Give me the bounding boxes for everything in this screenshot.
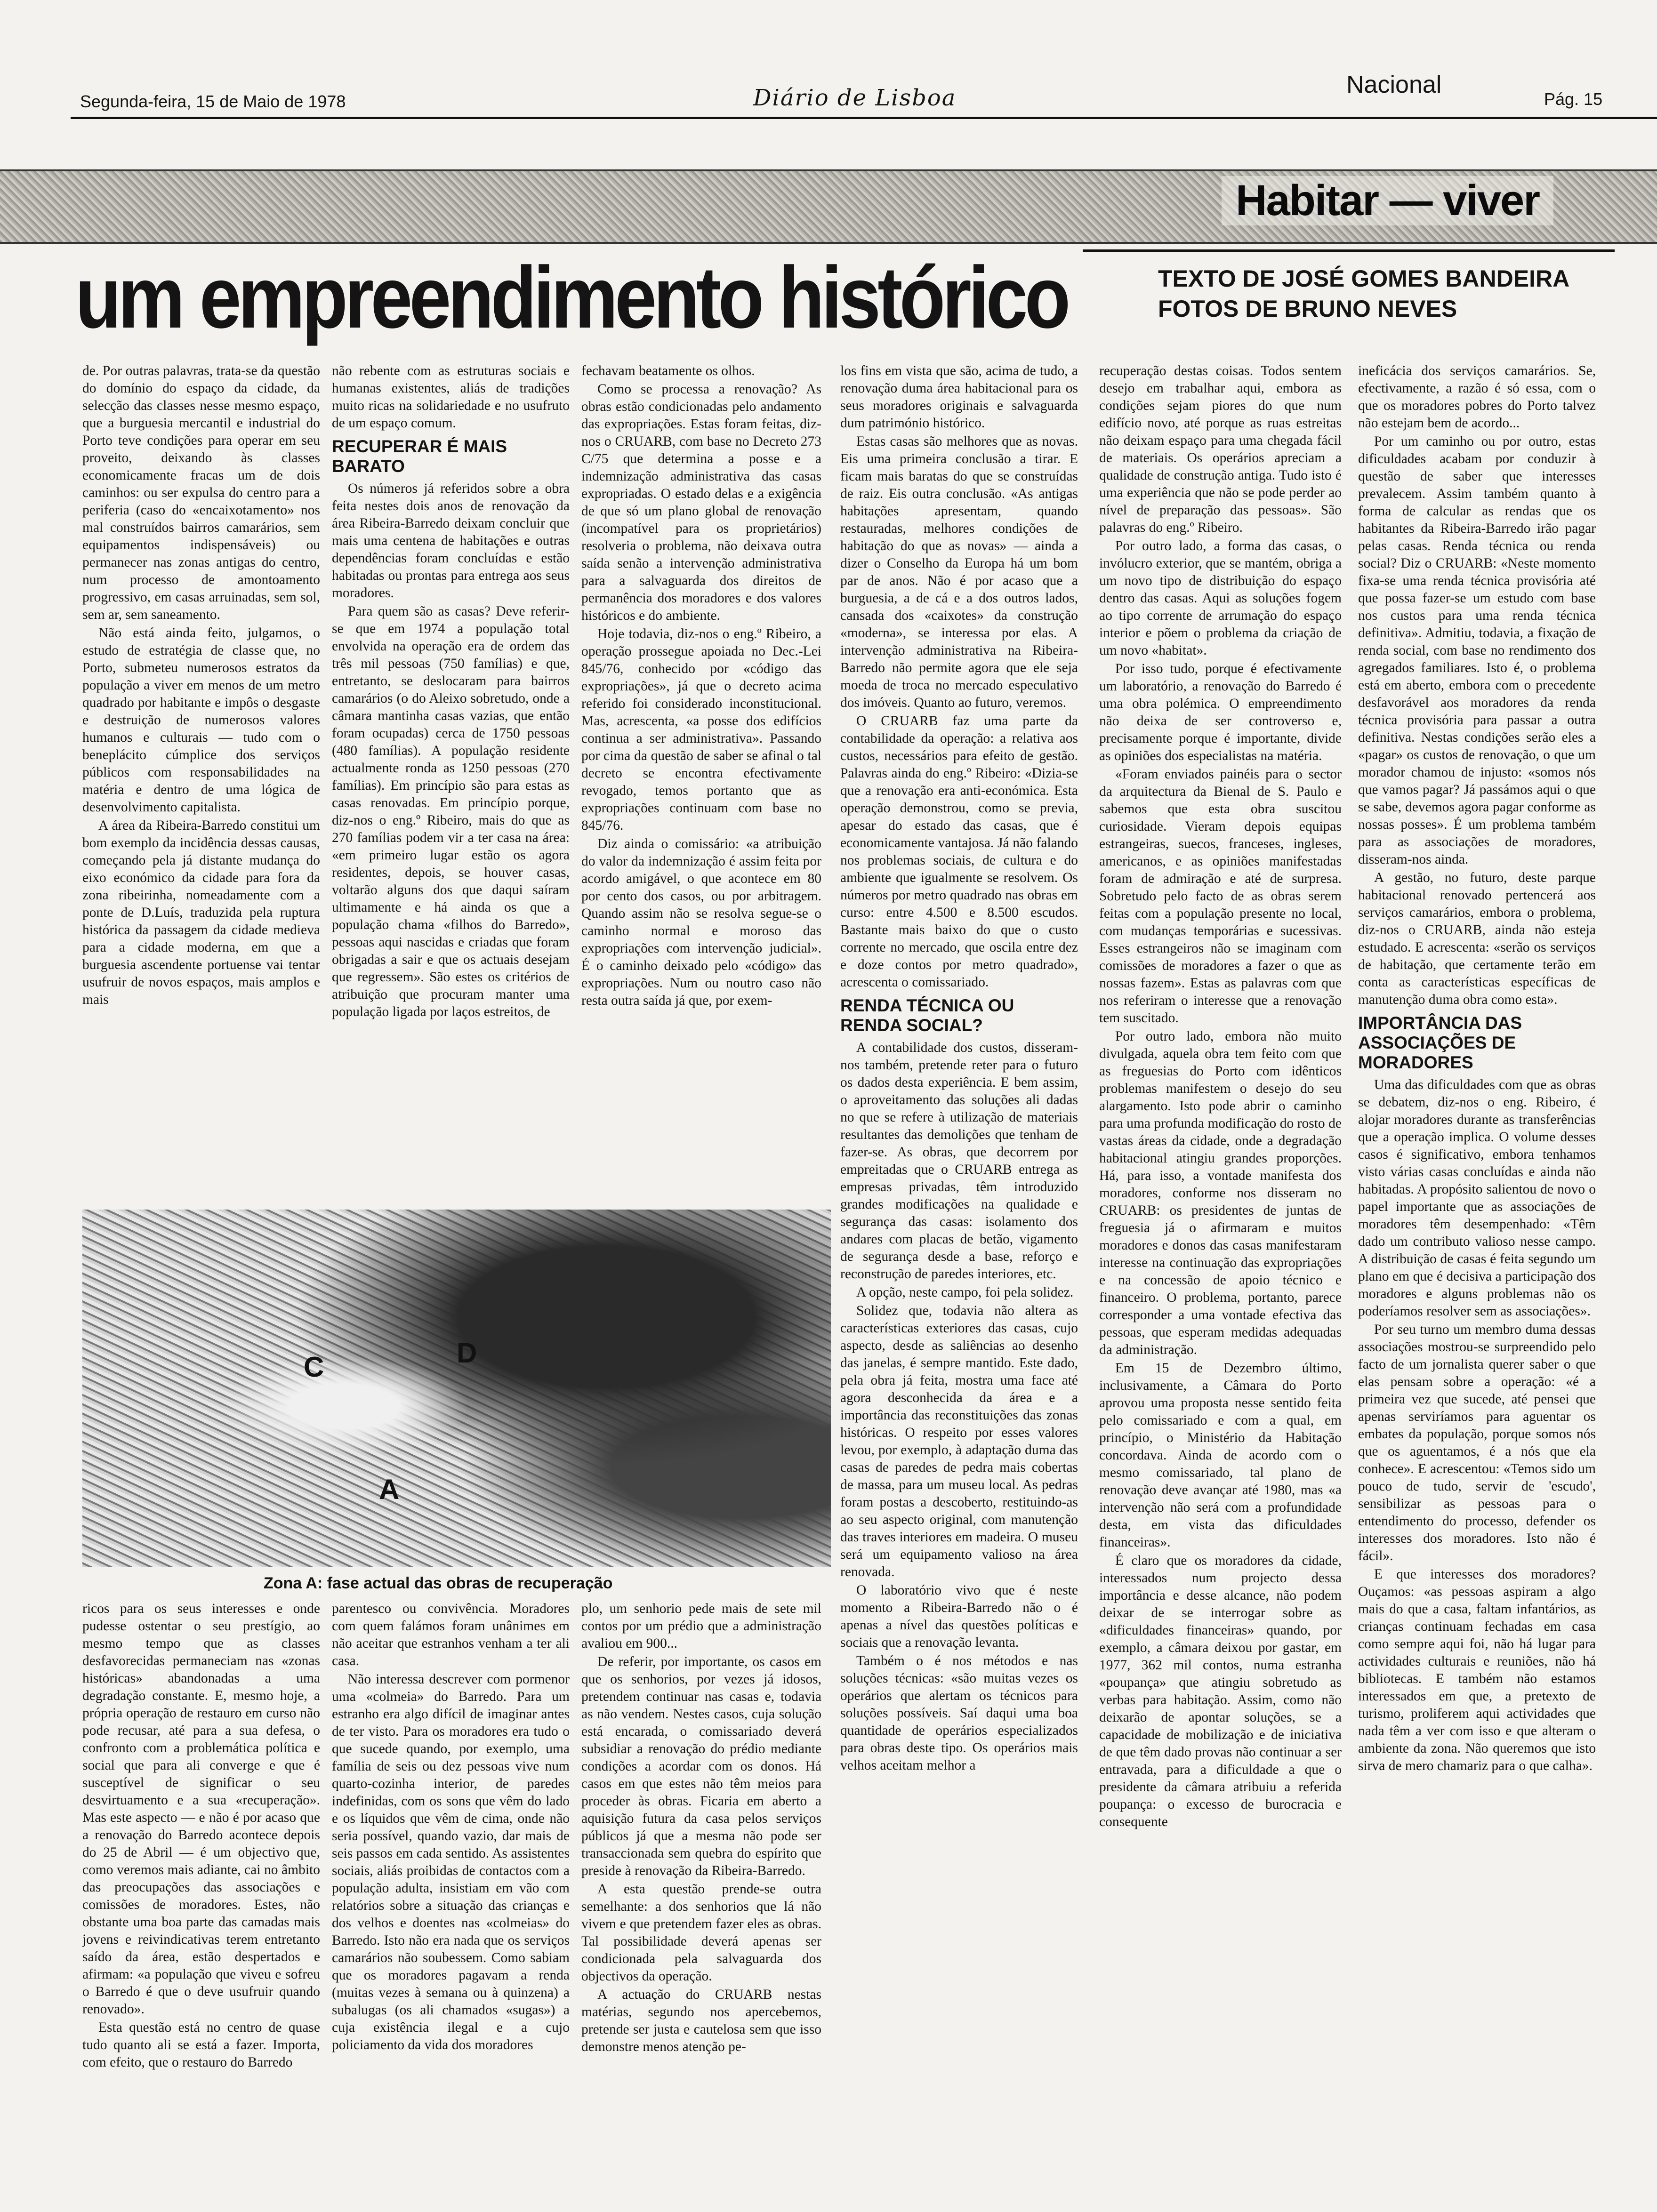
paragraph: de. Por outras palavras, trata-se da questão do domínio do espaço da cidade, da selecção das classes nesse mesmo espaço, que a burguesia mercantil e industrial do Porto teve condições para operar em seu proveito, deixando às classes economicamente fracas um de dois caminhos: ou ser expulsa do centro para a periferia (caso do «encaixotamento» nos mal construídos bairros camarários, sem equipamentos indispensáveis) ou permanecer nas zonas antigas do centro, num processo de amontoamento progressivo, em casas arruinadas, sem sol, sem ar, sem saneamento.: [82, 363, 320, 622]
photo-zone-label: C: [304, 1351, 324, 1383]
paragraph: A opção, neste campo, foi pela solidez.: [856, 1285, 1074, 1300]
article-column-1-lower: [82, 1600, 320, 2198]
paragraph: Por isso tudo, porque é efectivamente um laboratório, a renovação do Barredo é uma obra polémica. O empreendimento não deixa de ser controverso e, precisamente porque é importante, divide as opiniões dos especialistas na matéria.: [1099, 661, 1342, 763]
paragraph: não rebente com as estruturas sociais e humanas existentes, aliás de tradições muito ricas na solidariedade e no usufruto de um espaço comum.: [332, 363, 570, 431]
paragraph: E que interesses dos moradores? Ouçamos: «as pessoas aspiram a algo mais do que a casa, faltam infantários, as crianças continuam fechadas em casa como sempre aqui foi, não há lugar para actividades culturais e reuniões, não há bibliotecas. E também não estamos interessados em que, a pretexto de turismo, proliferem aqui actividades que nada têm a ver com isso e que alteram o ambiente da zona. Não queremos que isto sirva de mero chamariz para o que calha».: [1358, 1567, 1596, 1773]
article-column-6: [1358, 362, 1596, 2188]
paragraph: Por um caminho ou por outro, estas dificuldades acabam por conduzir à questão de saber que interesses prevalecem. Assim também quanto à forma de calcular as rendas que os habitantes da Ribeira-Barredo irão pagar pelas casas. Renda técnica ou renda social? Diz o CRUARB: «Neste momento fixa-se uma renda técnica provisória até que possa fazer-se um estudo com base nos custos para uma renda técnica definitiva». Admitiu, todavia, a fixação de renda social, com base no rendimento dos agregados familiares. Isto é, o problema está em aberto, embora com o precedente desfavorável aos moradores da renda técnica provisória para passar a outra definitiva. Nestas condições serão eles a «pagar» os custos de renovação, o que um morador chamou de injusto: «somos nós que vamos pagar? Já passámos aqui o que se sabe, devemos agora pagar conforme as nossas posses». É um problema também para as associações de moradores, disseram-nos ainda.: [1358, 434, 1596, 867]
paragraph: Estas casas são melhores que as novas. Eis uma primeira conclusão a tirar. E ficam mais baratas do que se construídas de raiz. Eis outra conclusão. «As antigas habitações apresentam, quando restauradas, melhores condições de habitação do que as novas» — ainda a dizer o Conselho da Europa há um bom par de anos. Não é por acaso que a burguesia, a de cá e a dos outros lados, cansada dos «caixotes» da construção «moderna», se interessa por elas. A intervenção administrativa na Ribeira-Barredo não permite agora que ele seja moeda de troca no mercado especulativo dos imóveis. Quanto ao futuro, veremos.: [840, 434, 1078, 710]
paragraph: plo, um senhorio pede mais de sete mil contos por um prédio que a administração avaliou em 900...: [581, 1601, 821, 1651]
issue-date: Segunda-feira, 15 de Maio de 1978: [80, 92, 346, 111]
byline-text: TEXTO DE JOSÉ GOMES BANDEIRA: [1158, 265, 1570, 292]
article-column-2-lower: [332, 1600, 570, 2198]
paragraph: Por seu turno um membro duma dessas associações mostrou-se surpreendido pelo facto de um jornalista querer saber o que elas pensam sobre a operação: «é a primeira vez que sucede, até pensei que apenas serviríamos para aguentar os embates da população, porque somos nós que os aguentamos, é a nós que ela conhece». E acrescentou: «Temos sido um pouco de tudo, servir de 'escudo', sensibilizar as pessoas para o entendimento do processo, defender os interesses dos moradores. Isto não é fácil».: [1358, 1322, 1596, 1563]
paragraph: los fins em vista que são, acima de tudo, a renovação duma área habitacional para os seus moradores originais e salvaguarda dum património histórico.: [840, 363, 1078, 431]
byline-photos: FOTOS DE BRUNO NEVES: [1158, 296, 1457, 322]
paragraph: Em 15 de Dezembro último, inclusivamente, a Câmara do Porto aprovou uma proposta nesse sentido feita pelo comissariado e com a qual, em princípio, o Ministério da Habitação concordava. Ainda de acordo com o mesmo comissariado, tal plano de renovação deve avançar até 1980, mas «a intervenção não será com a profundidade desta, em vista das dificuldades financeiras».: [1099, 1361, 1342, 1550]
subheading: IMPORTÂNCIA DAS ASSOCIAÇÕES DE MORADORES: [1358, 1013, 1522, 1072]
paragraph: De referir, por importante, os casos em que os senhorios, por vezes já idosos, pretendem continuar nas casas e, todavia as não vendem. Nestes casos, cuja solução está encarada, o comissariado deverá subsidiar a renovação do prédio mediante condições a acordar com os donos. Há casos em que estes não têm meios para proceder às obras. Ficaria em aberto a aquisição futura da casa pelos serviços públicos já que a mesma não pode ser transaccionada sem quebra do espírito que preside à renovação da Ribeira-Barredo.: [581, 1654, 821, 1878]
photo-zone-label: A: [379, 1474, 400, 1505]
paragraph: ineficácia dos serviços camarários. Se, efectivamente, a razão é só essa, com o que os moradores pobres do Porto talvez não estejam bem de acordo...: [1358, 363, 1596, 431]
headline: um empreendimento histórico: [75, 249, 1068, 346]
article-column-3-lower: [581, 1600, 821, 2198]
newspaper-name: Diário de Lisboa: [753, 85, 957, 111]
paragraph: Como se processa a renovação? As obras estão condicionadas pelo andamento das expropriações. Estas foram feitas, diz-nos o CRUARB, com base no Decreto 273 C/75 que determina a posse e a indemnização administrativa das casas expropriadas. O estado delas e a exigência de que só um plano global de renovação (incompatível para os proprietários) resolveria o problema, não deixava outra saída senão a intervenção administrativa para a salvaguarda dos direitos de permanência dos moradores e dos valores históricos e do ambiente.: [581, 382, 821, 623]
photo-zone-label: D: [457, 1337, 477, 1369]
article-column-1: [82, 362, 320, 1210]
article-column-4: [840, 362, 1078, 2188]
paragraph: O laboratório vivo que é neste momento a Ribeira-Barredo não o é apenas a nível das questões políticas e sociais que a renovação levanta.: [840, 1583, 1078, 1650]
paragraph: O CRUARB faz uma parte da contabilidade da operação: a relativa aos custos, necessários para efeito de gestão. Palavras ainda do eng.º Ribeiro: «Dizia-se que a renovação era anti-económica. Esta operação demonstrou, como se previa, apesar do estado das casas, que é economicamente vantajosa. Já não falando nos problemas sociais, de cultura e do ambiente que igualmente se resolvem. Os números por metro quadrado nas obras em curso: entre 4.500 e 8.500 escudos. Bastante mais baixo do que o custo corrente no mercado, que oscila entre dez e doze contos por metro quadrado», acrescenta o comissariado.: [840, 713, 1078, 990]
page-number: Pág. 15: [1544, 89, 1603, 109]
rubric-label: Habitar — viver: [1222, 176, 1553, 225]
paragraph: Esta questão está no centro de quase tudo quanto ali se está a fazer. Importa, com efeito, que o restauro do Barredo: [82, 2020, 320, 2070]
paragraph: A área da Ribeira-Barredo constitui um bom exemplo da incidência dessas causas, começando pela já distante mudança do eixo económico da cidade para fora da zona ribeirinha, nomeadamente com a ponte de D.Luís, traduzida pela ruptura histórica da passagem da cidade medieva para a cidade moderna, em que a burguesia ascendente portuense vai tentar usufruir de novos espaços, mais amplos e mais: [82, 818, 320, 1007]
rubric-band: [0, 169, 1657, 244]
byline-rule: [1083, 249, 1615, 252]
paragraph: Não está ainda feito, julgamos, o estudo de estratégia de classe que, no Porto, submeteu numerosos estratos da população a viver em menos de um metro quadrado por habitante e impôs o desgaste e destruição de numerosos valores humanos e culturais — tudo com o beneplácito cúmplice dos serviços públicos com responsabilidades na matéria e dentro de uma lógica de desenvolvimento capitalista.: [82, 625, 320, 815]
article-column-2: [332, 362, 570, 1210]
paragraph: Por outro lado, a forma das casas, o invólucro exterior, que se mantém, obriga a um novo tipo de distribuição do espaço dentro das casas. Aqui as soluções fogem ao tipo corrente de arrumação do espaço interior e põem o problema da criação de um novo «habitat».: [1099, 538, 1342, 658]
paragraph: Não interessa descrever com pormenor uma «colmeia» do Barredo. Para um estranho era algo difícil de imaginar antes de ter visto. Para os moradores era tudo o que sucede quando, por exemplo, uma família de seis ou dez pessoas vive num quarto-cozinha interior, de paredes indefinidas, com os sons que vêm do lado e os líquidos que vêm de cima, onde não seria possível, quando vazio, dar mais de seis passos em cada sentido. As assistentes sociais, aliás proibidas de contactos com a população adulta, insistiam em vão com relatórios sobre a situação das crianças e dos velhos e doentes nas «colmeias» do Barredo. Isto não era nada que os serviços camarários não soubessem. Como sabiam que os moradores pagavam a renda (muitas vezes à semana ou à quinzena) a subalugas (os ali chamados «sugas») a cuja existência ilegal e a cujo policiamento da vida dos moradores: [332, 1672, 570, 2052]
paragraph: Por outro lado, embora não muito divulgada, aquela obra tem feito com que as freguesias do Porto com idênticos problemas manifestem o desejo do seu alargamento. Isto pode abrir o caminho para uma profunda modificação do rosto de vastas áreas da cidade, onde a degradação habitacional atingiu grandes proporções. Há, para isso, a vontade manifesta dos moradores, conforme nos disseram no CRUARB: os presidentes de juntas de freguesia já o afirmaram e muitos moradores e donos das casas manifestaram interesse na continuação das expropriações e na concessão de apoio técnico e financeiro. O problema, portanto, parece corresponder a uma vontade efectiva das pessoas, que esperam medidas adequadas da administração.: [1099, 1029, 1342, 1357]
paragraph: Hoje todavia, diz-nos o eng.º Ribeiro, a operação prossegue apoiada no Dec.-Lei 845/76, conhecido por «código das expropriações», já que o decreto acima referido foi considerado inconstitucional. Mas, acrescenta, «a posse dos edifícios continua a ser administrativa». Passando por cima da questão de saber se afinal o tal decreto se encontra efectivamente revogado, temos portanto que as expropriações continuam com base no 845/76.: [581, 626, 821, 833]
paragraph: A esta questão prende-se outra semelhante: a dos senhorios que lá não vivem e que pretendem fazer eles as obras. Tal possibilidade deverá apenas ser condicionada pela salvaguarda dos objectivos da operação.: [581, 1882, 821, 1984]
paragraph: «Foram enviados painéis para o sector da arquitectura da Bienal de S. Paulo e sabemos que esta obra suscitou curiosidade. Vieram depois equipas estrangeiras, suecos, franceses, ingleses, americanos, e as opiniões manifestadas foram de admiração e até de surpresa. Sobretudo pelo facto de as obras serem feitas com a população presente no local, com mudanças temporárias e sucessivas. Esses estrangeiros não se imaginam com comissões de moradores a fazer o que as nossas fazem». Estas as palavras com que nos referiram o interesse que a renovação tem suscitado.: [1099, 767, 1342, 1026]
paragraph: A contabilidade dos custos, disseram-nos também, pretende reter para o futuro os dados desta experiência. E bem assim, o aproveitamento das soluções ali dadas no que se refere à utilização de materiais resultantes das demolições que tenham de fazer-se. As obras, que decorrem por empreitadas que o CRUARB entrega as empresas privadas, têm introduzido grandes modificações na qualidade e segurança das casas: isolamento dos andares com placas de betão, vigamento de segurança desde a base, reforço e reconstrução de paredes interiores, etc.: [840, 1040, 1078, 1282]
byline: [1158, 264, 1569, 324]
subheading: RECUPERAR É MAIS BARATO: [332, 437, 507, 476]
paragraph: Para quem são as casas? Deve referir-se que em 1974 a população total envolvida na operação era de ordem das três mil pessoas (750 famílias) e que, entretanto, se deslocaram para bairros camarários (o do Aleixo sobretudo, onde a câmara mantinha casas vazias, que então foram ocupadas) cerca de 1750 pessoas (480 famílias). A população residente actualmente ronda as 1250 pessoas (270 famílias). Em princípio são para estas as casas renovadas. Em princípio porque, diz-nos o eng.º Ribeiro, mais do que as 270 famílias podem vir a ter casa na área: «em primeiro lugar estão os agora residentes, depois, se houver casas, voltarão alguns dos que daqui saíram ultimamente e há ainda os que a população chama «filhos do Barredo», pessoas aqui nascidas e criadas que foram obrigadas a sair e que os actuais desejam que regressem». São estes os critérios de atribuição que procuram manter uma população ligada por laços estreitos, de: [332, 604, 570, 1019]
paragraph: Diz ainda o comissário: «a atribuição do valor da indemnização é assim feita por acordo amigável, o que acontece em 80 por cento dos casos, ou por arbitragem. Quando assim não se resolva segue-se o caminho normal e moroso das expropriações com intervenção judicial». É o caminho deixado pelo «código» das expropriações. Num ou noutro caso não resta outra saída já que, por exem-: [581, 836, 821, 1008]
section-name: Nacional: [1346, 71, 1442, 98]
header-rule: [71, 117, 1657, 119]
paragraph: fechavam beatamente os olhos.: [581, 363, 755, 378]
paragraph: A actuação do CRUARB nestas matérias, segundo nos apercebemos, pretende ser justa e cautelosa sem que isso demonstre menos atenção pe-: [581, 1987, 821, 2054]
paragraph: Uma das dificuldades com que as obras se debatem, diz-nos o eng. Ribeiro, é alojar moradores durante as transferências que a operação implica. O volume desses casos é significativo, embora tenhamos visto várias casas concluídas e ainda não habitadas. A propósito salientou de novo o papel importante que as associações de moradores têm desempenhado: «Têm dado um contributo valioso nesse campo. A distribuição de casas é feita segundo um plano em que é decisiva a participação dos moradores e alguns problemas não os poderíamos resolver sem as associações».: [1358, 1077, 1596, 1319]
paragraph: Os números já referidos sobre a obra feita nestes dois anos de renovação da área Ribeira-Barredo deixam concluir que mais uma centena de habitações e outras dependências foram concluídas e estão habitadas ou prontas para entrega aos seus moradores.: [332, 481, 570, 601]
article-column-3: [581, 362, 821, 1210]
paragraph: recuperação destas coisas. Todos sentem desejo em trabalhar aqui, embora as condições sejam piores do que num edifício novo, até porque as ruas estreitas não deixam espaço para uma chegada fácil de materiais. Os operários apreciam a qualidade de construção antiga. Tudo isto é uma experiência que não se pode perder ao nível de preparação das pessoas». São palavras do eng.º Ribeiro.: [1099, 363, 1342, 535]
paragraph: Solidez que, todavia não altera as características exteriores das casas, cujo aspecto, desde as saliências ao desenho das janelas, é sempre mantido. Este dado, pela obra já feita, mostra uma face até agora desconhecida da área e a importância das reconstituições das zonas históricas. O respeito por esses valores levou, por exemplo, à adaptação duma das casas de paredes de pedra mais cobertas de massa, para um museu local. As pedras foram postas a descoberto, restituindo-as ao seu aspecto original, com manutenção das traves interiores em madeira. O museu será um equipamento valioso na área renovada.: [840, 1303, 1078, 1579]
aerial-photo: [82, 1210, 831, 1567]
paragraph: ricos para os seus interesses e onde pudesse ostentar o seu prestígio, ao mesmo tempo que as classes desfavorecidas permaneciam nas «zonas históricas» abandonadas a uma degradação constante. E, mesmo hoje, a própria operação de restauro em curso não pode recusar, até para a sua defesa, o confronto com a problemática política e social que para ali converge e que é susceptível de significar o seu desvirtuamento e a sua «recuperação». Mas este aspecto — e não é por acaso que a renovação do Barredo acontece depois do 25 de Abril — é um objectivo que, como veremos mais adiante, cai no âmbito das preocupações das associações e comissões de moradores. Estes, não obstante uma boa parte das camadas mais jovens e reivindicativas terem entretanto saído da área, estão despertados e afirmam: «a população que viveu e sofreu o Barredo é que o deve usufruir quando renovado».: [82, 1601, 320, 2017]
paragraph: É claro que os moradores da cidade, interessados num projecto dessa importância e desse alcance, não podem deixar de se interrogar sobre as «dificuldades financeiras» quando, por exemplo, a câmara deixou por gastar, em 1977, 362 mil contos, numa estranha «poupança» que atingiu sobretudo as verbas para habitação. Assim, como não deixarão de apontar soluções, se a capacidade de mobilização e de iniciativa de que têm dado provas não continuar a ser entravada, para a dificuldade a que o presidente da câmara atribuiu a referida poupança: o excesso de burocracia e consequente: [1099, 1553, 1342, 1829]
paragraph: parentesco ou convivência. Moradores com quem falámos foram unânimes em não aceitar que estranhos venham a ter ali casa.: [332, 1601, 570, 1668]
paragraph: A gestão, no futuro, deste parque habitacional renovado pertencerá aos serviços camarários, embora o problema, diz-nos o CRUARB, ainda não esteja estudado. E acrescenta: «serão os serviços de habitação, que certamente terão em conta as características específicas de manutenção duma obra como esta».: [1358, 870, 1596, 1007]
paragraph: Também o é nos métodos e nas soluções técnicas: «são muitas vezes os operários que alertam os técnicos para soluções possíveis. Saí daqui uma boa quantidade de operários especializados para obras deste tipo. Os operários mais velhos aceitam melhor a: [840, 1653, 1078, 1773]
article-column-5: [1099, 362, 1342, 2188]
photo-caption: Zona A: fase actual das obras de recuperação: [264, 1574, 613, 1592]
subheading: RENDA TÉCNICA OU RENDA SOCIAL?: [840, 996, 1014, 1035]
